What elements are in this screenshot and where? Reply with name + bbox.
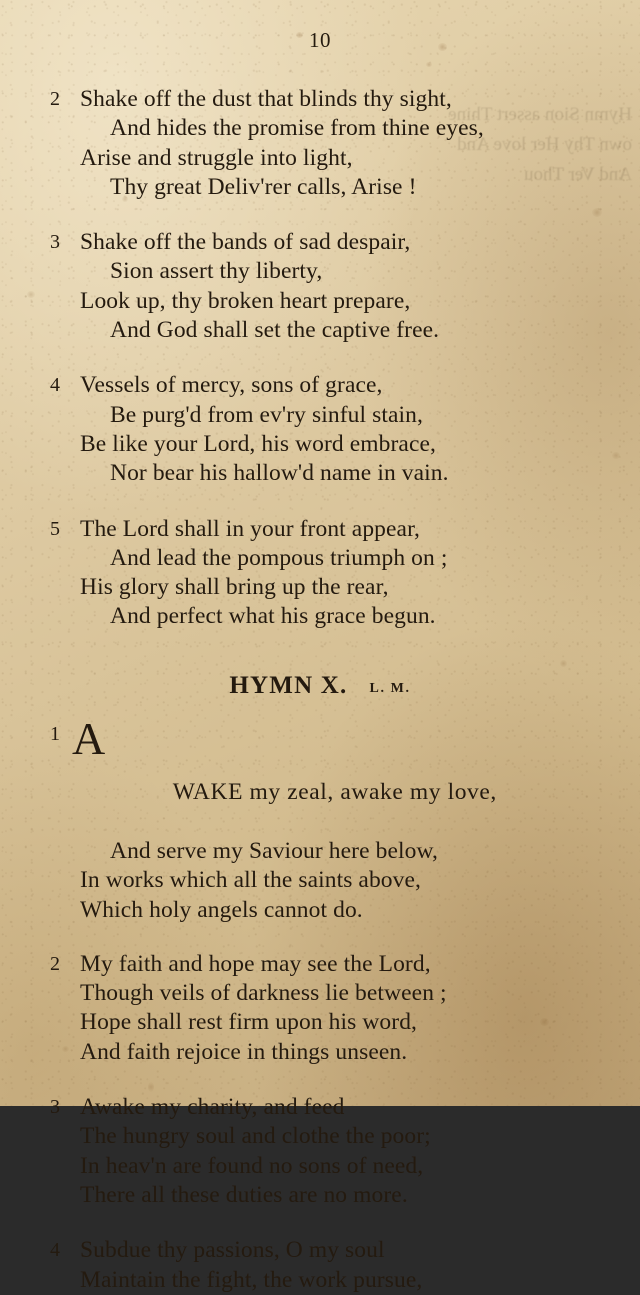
verse-line: Vessels of mercy, sons of grace,	[80, 372, 383, 399]
stanza	[0, 950, 640, 1067]
stanza-number: 3	[50, 1096, 60, 1119]
verso-bleed-through: Hymn Sion assert Thine own Thy Her love And And Ver Thou	[448, 104, 632, 185]
stanza	[0, 515, 640, 632]
verse-line: The hungry soul and clothe the poor;	[80, 1123, 431, 1150]
verse-line-dropcap	[0, 712, 640, 837]
verse-line: Shake off the dust that blinds thy sight,	[80, 86, 452, 112]
verse-line: Sion assert thy liberty,	[110, 258, 323, 285]
stanza-number: 4	[50, 1239, 60, 1262]
verse-line: Which holy angels cannot do.	[80, 896, 363, 923]
verse-line: Look up, thy broken heart prepare,	[80, 287, 411, 314]
stanza-number: 1	[50, 722, 60, 745]
hymn-heading	[0, 672, 640, 700]
verse-line: And serve my Saviour here below,	[110, 837, 438, 864]
verse-line: In works which all the saints above,	[80, 867, 422, 894]
verse-line: His glory shall bring up the rear,	[80, 574, 389, 601]
stanza	[0, 85, 640, 202]
stanza-number: 4	[50, 374, 60, 397]
verse-line: Maintain the fight, the work pursue,	[80, 1266, 423, 1293]
verse-line: The Lord shall in your front appear,	[80, 515, 421, 542]
verse-line: Awake my charity, and feed	[80, 1094, 345, 1121]
stanza-number: 5	[50, 517, 60, 540]
hymn-x	[0, 672, 640, 1295]
verse-line: Though veils of darkness lie between ;	[80, 980, 447, 1007]
verse-line: Subdue thy passions, O my soul	[80, 1237, 385, 1264]
verse-line: And lead the pompous triumph on ;	[110, 544, 448, 571]
verse-line: And God shall set the captive free.	[110, 317, 440, 344]
stanza	[0, 1093, 640, 1210]
verse-line: And faith rejoice in things unseen.	[80, 1038, 408, 1065]
stanza	[0, 228, 640, 345]
hymn-meter: L. M.	[369, 680, 411, 696]
verse-line: And hides the promise from thine eyes,	[110, 115, 484, 142]
verse-line-text: WAKE my zeal, awake my love,	[172, 779, 497, 806]
hymn-continued	[0, 85, 640, 632]
stanza-number: 2	[50, 952, 60, 975]
verse-line: Hope shall rest firm upon his word,	[80, 1009, 418, 1036]
verse-line: Nor bear his hallow'd name in vain.	[110, 460, 449, 487]
verse-line: My faith and hope may see the Lord,	[80, 950, 431, 977]
drop-cap-letter: A	[72, 712, 106, 764]
verse-line: Be like your Lord, his word embrace,	[80, 430, 436, 457]
verse-line: Shake off the bands of sad despair,	[80, 229, 411, 256]
page-number: 10	[309, 28, 331, 52]
verse-line: And perfect what his grace begun.	[110, 603, 436, 630]
stanza	[0, 712, 640, 925]
verse-line: In heav'n are found no sons of need,	[80, 1152, 424, 1179]
hymn-title: HYMN X.	[229, 671, 348, 699]
stanza	[0, 371, 640, 488]
verse-line: Be purg'd from ev'ry sinful stain,	[110, 401, 423, 428]
stanza	[0, 1236, 640, 1295]
verse-line: Thy great Deliv'rer calls, Arise !	[110, 173, 417, 200]
verse-line: Arise and struggle into light,	[80, 144, 353, 171]
stanza-number: 2	[50, 88, 60, 110]
stanza-number: 3	[50, 231, 60, 254]
verse-line: There all these duties are no more.	[80, 1181, 408, 1208]
